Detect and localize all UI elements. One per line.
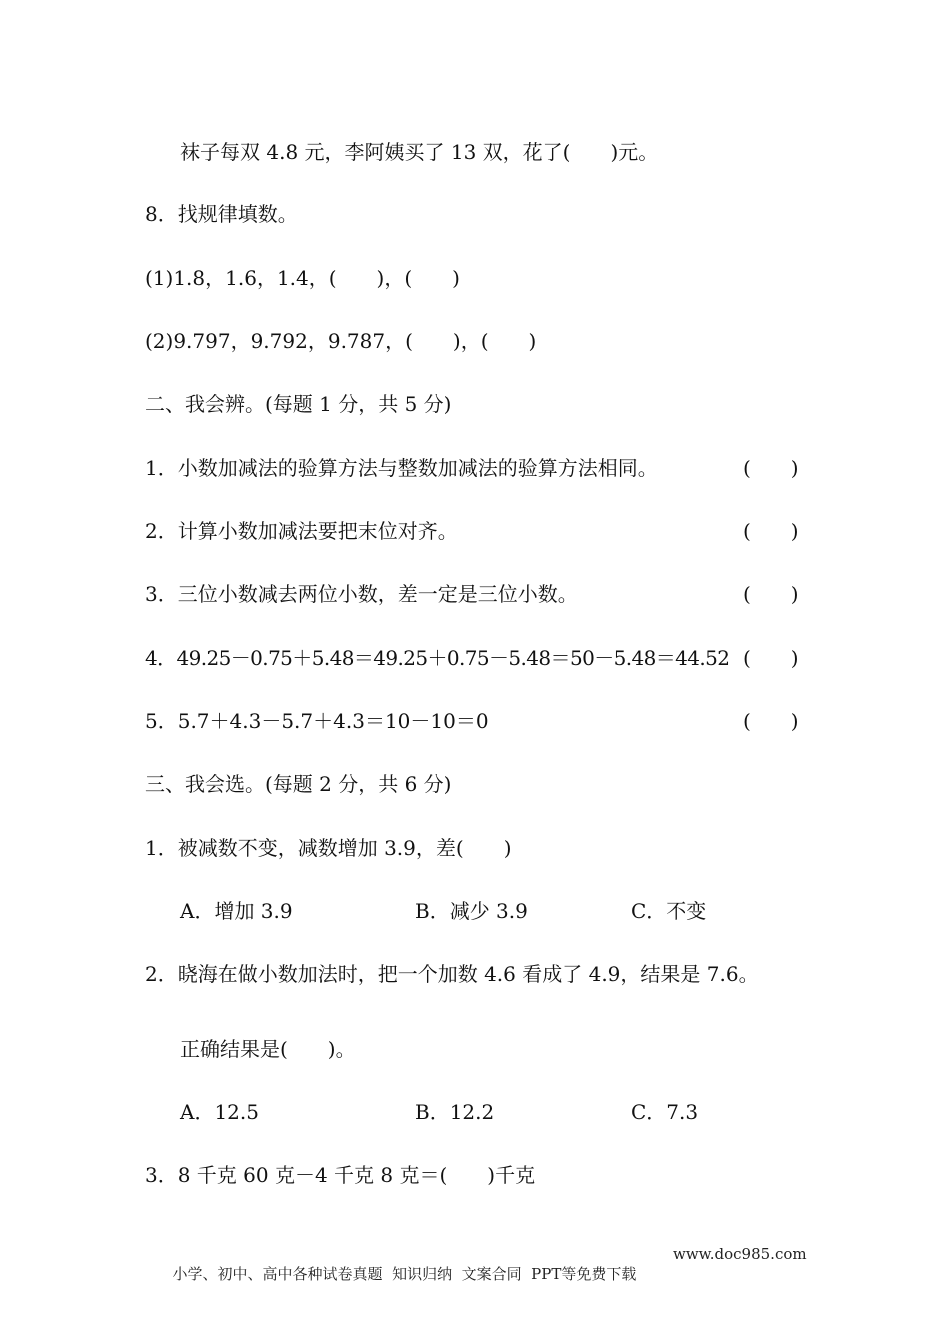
s3-question-2: 2．晓海在做小数加法时，把一个加数 4.6 看成了 4.9，结果是 7.6。 [145,962,759,986]
s2-question-1: 1．小数加减法的验算方法与整数加减法的验算方法相同。 [145,456,658,480]
footer-text: 小学、初中、高中各种试卷真题 知识归纳 文案合同 PPT等免费下载 [172,1265,637,1283]
s2-question-5: 5．5.7＋4.3－5.7＋4.3＝10－10＝0 [145,709,489,733]
s3-q2-option-c: C．7.3 [631,1100,699,1124]
s3-question-1: 1．被减数不变，减数增加 3.9，差( ) [145,836,512,860]
s2-question-2: 2．计算小数加减法要把末位对齐。 [145,519,458,543]
page-footer [163,1244,807,1304]
footer-site-link[interactable]: www.doc985.com [673,1245,807,1263]
q8-part1: (1)1.8，1.6，1.4，( )，( ) [145,266,460,290]
s2-q5-answer-blank: ( ) [743,709,799,733]
s3-q1-option-a: A．增加 3.9 [180,899,293,923]
s2-question-3: 3．三位小数减去两位小数，差一定是三位小数。 [145,582,578,606]
s3-q2-option-a: A．12.5 [180,1100,259,1124]
s3-question-3: 3．8 千克 60 克－4 千克 8 克＝( )千克 [145,1163,536,1187]
s2-q4-answer-blank: ( ) [743,646,799,670]
section2-title: 二、我会辨。(每题 1 分，共 5 分) [145,392,452,416]
section3-title: 三、我会选。(每题 2 分，共 6 分) [145,772,452,796]
s3-q1-option-b: B．减少 3.9 [415,899,528,923]
s3-q2-option-b: B．12.2 [415,1100,495,1124]
q8-part2: (2)9.797，9.792，9.787，( )，( ) [145,329,537,353]
s3-q1-option-c: C．不变 [631,899,707,923]
s2-q3-answer-blank: ( ) [743,582,799,606]
s2-q1-answer-blank: ( ) [743,456,799,480]
s2-q2-answer-blank: ( ) [743,519,799,543]
s3-q2-continuation: 正确结果是( )。 [180,1037,356,1061]
s2-question-4: 4．49.25－0.75＋5.48＝49.25＋0.75－5.48＝50－5.48＝44.52 [145,646,730,670]
q7-continuation: 袜子每双 4.8 元，李阿姨买了 13 双，花了( )元。 [180,140,659,164]
q8-title: 8．找规律填数。 [145,202,298,226]
